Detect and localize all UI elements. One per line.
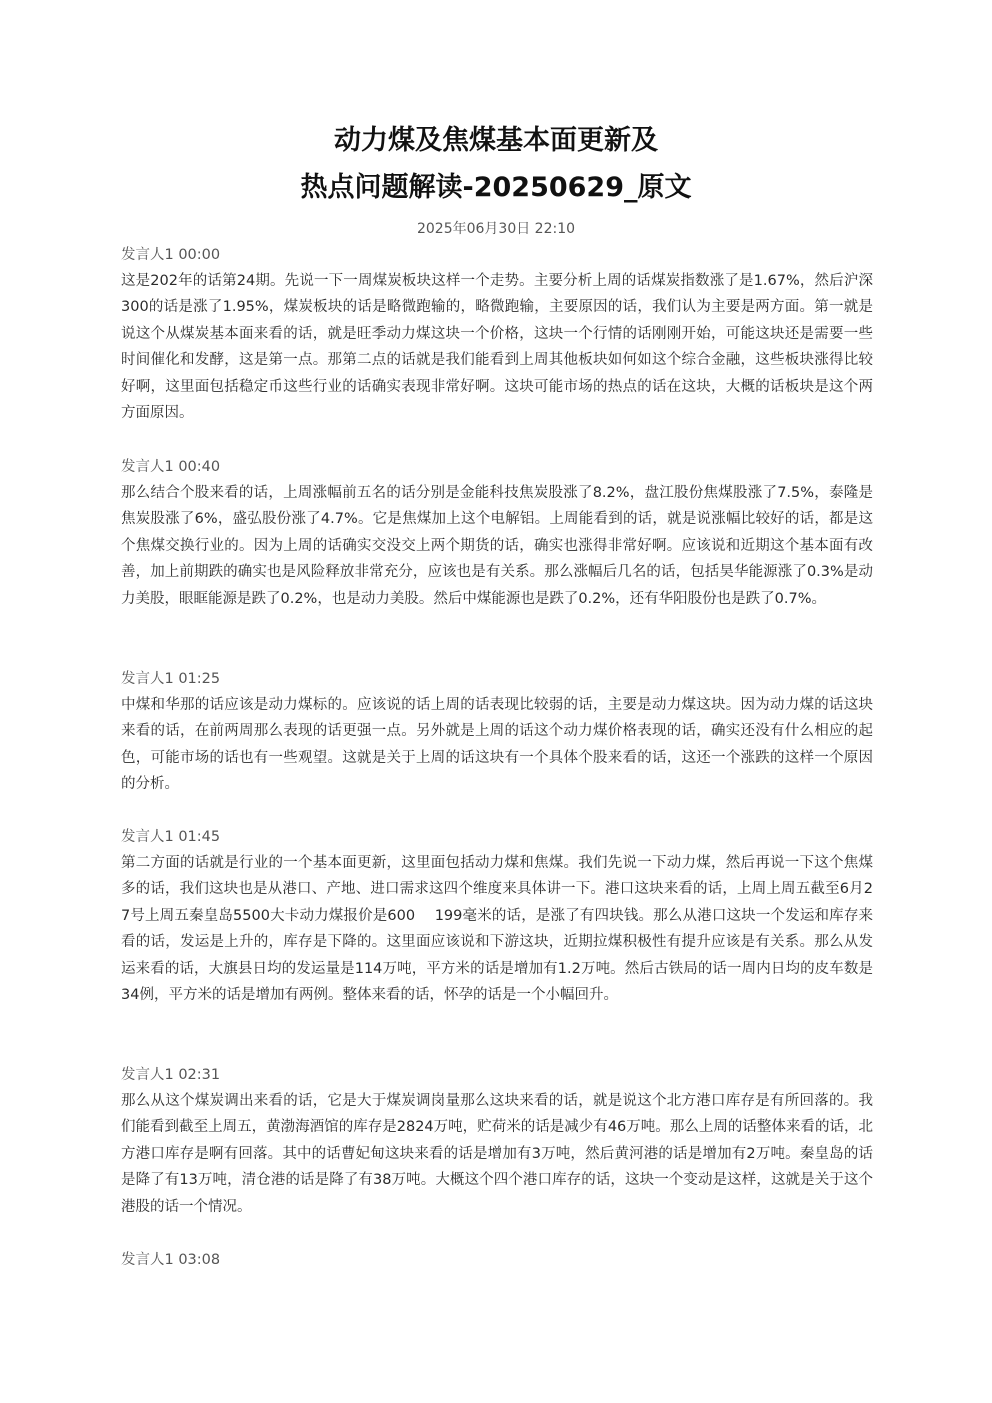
transcript-section-1	[121, 242, 873, 426]
speaker-timestamp: 发言人1 01:45	[121, 829, 221, 845]
document-title-line1: 动力煤及焦煤基本面更新及	[334, 125, 658, 156]
speaker-timestamp: 发言人1 00:40	[121, 459, 221, 475]
speaker-timestamp: 发言人1 02:31	[121, 1067, 221, 1083]
transcript-section-2	[121, 454, 873, 612]
speaker-timestamp: 发言人1 01:25	[121, 671, 221, 687]
transcript-paragraph: 那么从这个煤炭调出来看的话，它是大于煤炭调岗量那么这块来看的话，就是说这个北方港口库存是有所回落的。我们能看到截至上周五，黄渤海酒馆的库存是2824万吨，贮荷米的话是减少有46万吨。那么上周的话整体来看的话，北方港口库存是啊有回落。其中的话曹妃甸这块来看的话是增加有3万吨，然后黄河港的话是增加有2万吨。秦皇岛的话是降了有13万吨，清仓港的话是降了有38万吨。大概这个四个港口库存的话，这块一个变动是这样，这就是关于这个港股的话一个情况。	[121, 1093, 873, 1215]
transcript-section-5	[121, 1062, 873, 1220]
transcript-section-3	[121, 666, 873, 798]
speaker-timestamp: 发言人1 03:08	[121, 1252, 221, 1268]
document-date: 2025年06月30日 22:10	[416, 221, 576, 237]
transcript-section-4	[121, 824, 873, 1008]
transcript-paragraph: 这是202年的话第24期。先说一下一周煤炭板块这样一个走势。主要分析上周的话煤炭指数涨了是1.67%，然后沪深300的话是涨了1.95%，煤炭板块的话是略微跑输的，略微跑输，主要原因的话，我们认为主要是两方面。第一就是说这个从煤炭基本面来看的话，就是旺季动力煤这块一个价格，这块一个行情的话刚刚开始，可能这块还是需要一些时间催化和发酵，这是第一点。那第二点的话就是我们能看到上周其他板块如何如这个综合金融，这些板块涨得比较好啊，这里面包括稳定币这些行业的话确实表现非常好啊。这块可能市场的热点的话在这块，大概的话板块是这个两方面原因。	[121, 273, 873, 422]
transcript-paragraph: 中煤和华那的话应该是动力煤标的。应该说的话上周的话表现比较弱的话，主要是动力煤这块。因为动力煤的话这块来看的话，在前两周那么表现的话更强一点。另外就是上周的话这个动力煤价格表现的话，确实还没有什么相应的起色，可能市场的话也有一些观望。这就是关于上周的话这块有一个具体个股来看的话，这还一个涨跌的这样一个原因的分析。	[121, 697, 873, 793]
document-title-line2: 热点问题解读-20250629_原文	[300, 172, 692, 203]
transcript-paragraph: 第二方面的话就是行业的一个基本面更新，这里面包括动力煤和焦煤。我们先说一下动力煤，然后再说一下这个焦煤多的话，我们这块也是从港口、产地、进口需求这四个维度来具体讲一下。港口这块来看的话，上周上周五截至6月27号上周五秦皇岛5500大卡动力煤报价是600 199毫米的话，是涨了有四块钱。那么从港口这块一个发运和库存来看的话，发运是上升的，库存是下降的。这里面应该说和下游这块，近期拉煤积极性有提升应该是有关系。那么从发运来看的话，大旗县日均的发运量是114万吨，平方米的话是增加有1.2万吨。然后古铁局的话一周内日均的皮车数是34例，平方米的话是增加有两例。整体来看的话，怀孕的话是一个小幅回升。	[121, 855, 873, 1004]
transcript-paragraph: 那么结合个股来看的话，上周涨幅前五名的话分别是金能科技焦炭股涨了8.2%，盘江股份焦煤股涨了7.5%，泰隆是焦炭股涨了6%，盛弘股份涨了4.7%。它是焦煤加上这个电解铝。上周能看到的话，就是说涨幅比较好的话，都是这个焦煤交换行业的。因为上周的话确实交没交上两个期货的话，确实也涨得非常好啊。应该说和近期这个基本面有改善，加上前期跌的确实也是风险释放非常充分，应该也是有关系。那么涨幅后几名的话，包括昊华能源涨了0.3%是动力美股，眼眶能源是跌了0.2%，也是动力美股。然后中煤能源也是跌了0.2%，还有华阳股份也是跌了0.7%。	[121, 485, 873, 607]
transcript-section-6	[121, 1247, 873, 1273]
speaker-timestamp: 发言人1 00:00	[121, 247, 221, 263]
